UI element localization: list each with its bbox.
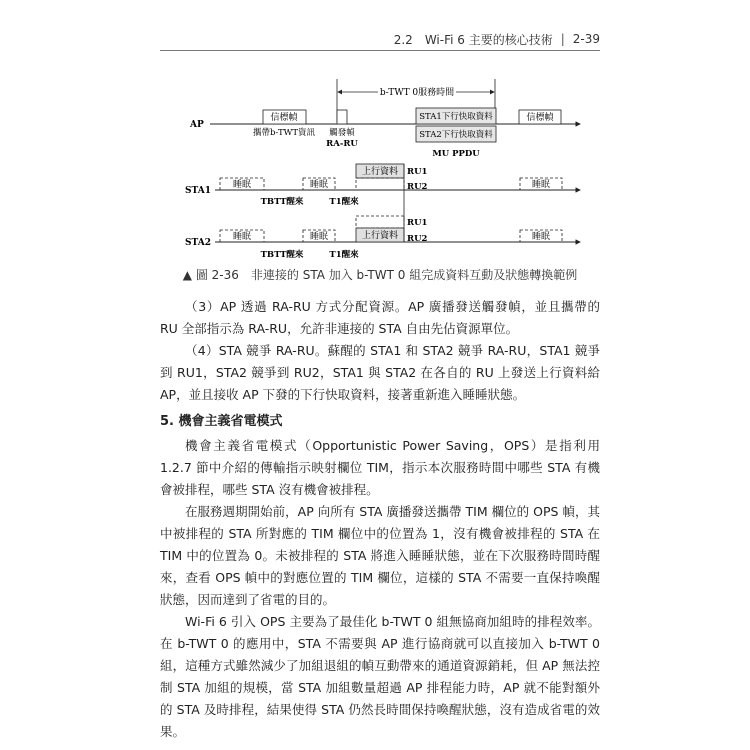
sta1-tbtt-label: TBTT醒來 bbox=[260, 197, 304, 207]
sta1-label: STA1 bbox=[185, 186, 211, 196]
figure-caption: ▲ 圖 2-36 非連接的 STA 加入 b-TWT 0 組完成資料互動及狀態轉換範例 bbox=[182, 268, 578, 282]
trigger-note: 觸發幀 bbox=[329, 128, 355, 138]
sta1-ru2: RU2 bbox=[407, 182, 428, 192]
sta1-ru1: RU1 bbox=[407, 167, 428, 177]
paragraph-ops-detail: 在服務週期開始前，AP 向所有 STA 廣播發送攜帶 TIM 欄位的 OPS 幀，其中被排程的 STA 所對應的 TIM 欄位中的位置為 1，沒有機會被排程的 STA 在 TIM 中的位置為 0。未被排程的 STA 將進入睡睡狀態，並在下次服務時間時醒來，查看 OPS 幀中的對應位置的 TIM 欄位，這樣的 STA 不需要一直保持喚醒狀態，因而達到了省電的目的。 bbox=[160, 504, 600, 607]
beacon-frame-1-label: 信標幀 bbox=[270, 113, 298, 123]
sta2-ru1: RU1 bbox=[407, 218, 428, 228]
sta1-sleep-1-label: 睡眠 bbox=[232, 180, 252, 190]
paragraph-step-4: （4）STA 競爭 RA-RU。蘇醒的 STA1 和 STA2 競爭 RA-RU，STA1 競爭到 RU1，STA2 競爭到 RU2，STA1 與 STA2 在各自的 RU 上發送上行資料給 AP，並且接收 AP 下發的下行快取資料，接著重新進入睡睡狀態。 bbox=[160, 343, 600, 402]
ra-ru-note: RA-RU bbox=[326, 139, 358, 149]
sta1-sleep-2-label: 睡眠 bbox=[309, 180, 329, 190]
sta2-label: STA2 bbox=[185, 238, 211, 248]
dl-data-sta1-label: STA1下行快取資料 bbox=[419, 112, 493, 122]
page-header bbox=[160, 28, 600, 51]
mu-ppdu-label: MU PPDU bbox=[432, 149, 480, 159]
beacon-frame-2-label: 信標幀 bbox=[526, 113, 554, 123]
body-text bbox=[160, 296, 600, 743]
sta1-sleep-3-label: 睡眠 bbox=[531, 180, 551, 190]
sta1-t1-label: T1醒來 bbox=[329, 197, 359, 207]
sta2-ru2: RU2 bbox=[407, 234, 428, 244]
figure-timing-diagram bbox=[160, 74, 590, 264]
page-number: 2-39 bbox=[572, 32, 600, 46]
sta2-sleep-3-label: 睡眠 bbox=[531, 232, 551, 242]
paragraph-ops-purpose: Wi-Fi 6 引入 OPS 主要為了最佳化 b-TWT 0 組無協商加組時的排程效率。在 b-TWT 0 的應用中，STA 不需要與 AP 進行協商就可以直接加入 b-TWT 0 組，這種方式雖然減少了加組退組的幀互動帶來的通道資源銷耗，但 AP 無法控制 STA 加組的規模，當 STA 加組數量超過 AP 排程能力時，AP 就不能對額外的 STA 及時排程，結果使得 STA 仍然長時間保持喚醒狀態，沒有造成省電的效果。 bbox=[160, 614, 600, 739]
sta1-ul-data-label: 上行資料 bbox=[361, 167, 399, 177]
paragraph-ops-intro: 機會主義省電模式（Opportunistic Power Saving，OPS）是指利用 1.2.7 節中介紹的傳輸指示映射欄位 TIM，指示本次服務時間中哪些 STA 有機會被排程，哪些 STA 沒有機會被排程。 bbox=[160, 438, 600, 497]
trigger-frame bbox=[337, 110, 347, 124]
sta1-ru2-slot bbox=[356, 178, 404, 190]
sta2-tbtt-label: TBTT醒來 bbox=[260, 250, 304, 260]
sta2-ul-data-label: 上行資料 bbox=[361, 231, 399, 241]
ap-label: AP bbox=[190, 120, 204, 130]
sta2-sleep-1-label: 睡眠 bbox=[232, 232, 252, 242]
sta2-sleep-2-label: 睡眠 bbox=[309, 232, 329, 242]
section-heading: 5. 機會主義省電模式 bbox=[160, 414, 283, 429]
paragraph-step-3: （3）AP 透過 RA-RU 方式分配資源。AP 廣播發送觸發幀，並且攜帶的 RU 全部指示為 RA-RU，允許非連接的 STA 自由先佔資源單位。 bbox=[160, 299, 600, 336]
dl-data-sta2-label: STA2下行快取資料 bbox=[419, 130, 493, 140]
beacon-note: 攜帶b-TWT資訊 bbox=[252, 128, 316, 138]
service-time-label: b-TWT 0服務時間 bbox=[379, 88, 455, 98]
sta2-ru1-slot bbox=[356, 216, 404, 228]
section-title: 2.2 Wi-Fi 6 主要的核心技術 bbox=[393, 32, 553, 47]
sta2-t1-label: T1醒來 bbox=[329, 250, 359, 260]
header-separator: | bbox=[560, 32, 565, 46]
